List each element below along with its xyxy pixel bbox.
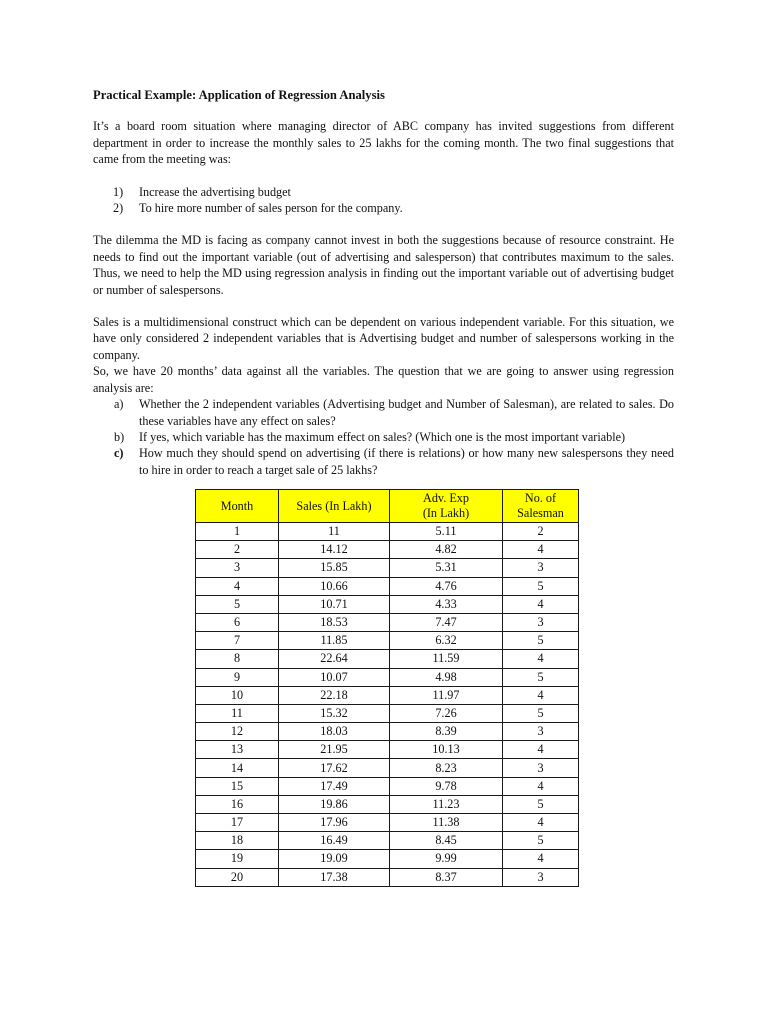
list-marker: c)	[114, 446, 124, 461]
cell-sales: 10.66	[279, 577, 390, 595]
list-item	[93, 200, 674, 216]
cell-month: 12	[196, 723, 279, 741]
cell-salesman: 5	[503, 832, 579, 850]
suggestions-list	[93, 184, 674, 217]
cell-month: 15	[196, 777, 279, 795]
table-row	[196, 577, 579, 595]
cell-month: 20	[196, 868, 279, 886]
cell-sales: 18.03	[279, 723, 390, 741]
table-row	[196, 668, 579, 686]
cell-adv-exp: 7.47	[390, 613, 503, 631]
cell-salesman: 4	[503, 850, 579, 868]
document-title: Practical Example: Application of Regression Analysis	[93, 88, 385, 102]
header-adv-exp: Adv. Exp (In Lakh)	[390, 490, 503, 523]
list-item-text: How much they should spend on advertising (if there is relations) or how many new salespersons they need to hire in order to reach a target sale of 25 lakhs?	[139, 446, 674, 477]
cell-adv-exp: 11.23	[390, 795, 503, 813]
cell-adv-exp: 11.59	[390, 650, 503, 668]
cell-sales: 15.85	[279, 559, 390, 577]
cell-salesman: 5	[503, 704, 579, 722]
table-row	[196, 741, 579, 759]
cell-month: 4	[196, 577, 279, 595]
table-row	[196, 832, 579, 850]
cell-month: 18	[196, 832, 279, 850]
list-item	[93, 184, 674, 200]
cell-month: 2	[196, 541, 279, 559]
list-marker: b)	[114, 429, 125, 444]
intro-paragraph: It’s a board room situation where managing director of ABC company has invited suggestions from different department in order to increase the monthly sales to 25 lakhs for the coming month. The two final suggestions that came from the meeting was:	[93, 119, 674, 167]
cell-sales: 14.12	[279, 541, 390, 559]
data-paragraph: So, we have 20 months’ data against all the variables. The question that we are going to answer using regression analysis are:	[93, 364, 674, 395]
table-row	[196, 868, 579, 886]
list-item	[93, 429, 674, 445]
sales-data-table	[195, 489, 579, 887]
cell-salesman: 4	[503, 686, 579, 704]
cell-month: 1	[196, 523, 279, 541]
header-month: Month	[196, 490, 279, 523]
cell-sales: 17.96	[279, 814, 390, 832]
table-row	[196, 613, 579, 631]
cell-adv-exp: 8.37	[390, 868, 503, 886]
cell-month: 17	[196, 814, 279, 832]
cell-month: 19	[196, 850, 279, 868]
cell-adv-exp: 5.31	[390, 559, 503, 577]
table-row	[196, 704, 579, 722]
cell-month: 5	[196, 595, 279, 613]
cell-salesman: 4	[503, 777, 579, 795]
cell-salesman: 3	[503, 759, 579, 777]
cell-month: 6	[196, 613, 279, 631]
cell-salesman: 4	[503, 541, 579, 559]
cell-adv-exp: 6.32	[390, 632, 503, 650]
dilemma-paragraph: The dilemma the MD is facing as company cannot invest in both the suggestions because of resource constraint. He needs to find out the important variable (out of advertising and salesperson) that contributes maximum to the sales. Thus, we need to help the MD using regression analysis in finding out the important variable out of advertising budget or number of salespersons.	[93, 233, 674, 297]
cell-adv-exp: 9.78	[390, 777, 503, 795]
cell-month: 8	[196, 650, 279, 668]
cell-adv-exp: 8.45	[390, 832, 503, 850]
cell-salesman: 5	[503, 668, 579, 686]
cell-adv-exp: 4.76	[390, 577, 503, 595]
document-body	[93, 87, 674, 478]
cell-adv-exp: 4.33	[390, 595, 503, 613]
table-header-row	[196, 490, 579, 523]
cell-salesman: 2	[503, 523, 579, 541]
cell-sales: 11	[279, 523, 390, 541]
cell-adv-exp: 11.97	[390, 686, 503, 704]
cell-sales: 19.09	[279, 850, 390, 868]
construct-paragraph: Sales is a multidimensional construct which can be dependent on various independent variable. For this situation, we have only considered 2 independent variables that is Advertising budget and number of salespersons working in the company.	[93, 315, 674, 362]
cell-adv-exp: 7.26	[390, 704, 503, 722]
cell-salesman: 4	[503, 650, 579, 668]
cell-sales: 15.32	[279, 704, 390, 722]
cell-salesman: 3	[503, 559, 579, 577]
cell-sales: 10.71	[279, 595, 390, 613]
cell-adv-exp: 11.38	[390, 814, 503, 832]
cell-month: 16	[196, 795, 279, 813]
cell-salesman: 3	[503, 868, 579, 886]
cell-month: 9	[196, 668, 279, 686]
cell-salesman: 4	[503, 595, 579, 613]
list-item-text: To hire more number of sales person for the company.	[139, 201, 403, 216]
cell-month: 14	[196, 759, 279, 777]
cell-salesman: 4	[503, 741, 579, 759]
table-row	[196, 595, 579, 613]
cell-adv-exp: 4.98	[390, 668, 503, 686]
cell-sales: 19.86	[279, 795, 390, 813]
cell-adv-exp: 5.11	[390, 523, 503, 541]
list-item-text: Increase the advertising budget	[139, 184, 291, 199]
cell-salesman: 3	[503, 613, 579, 631]
cell-month: 10	[196, 686, 279, 704]
table-row	[196, 632, 579, 650]
list-item	[93, 396, 674, 429]
table-row	[196, 850, 579, 868]
table-row	[196, 795, 579, 813]
list-marker: a)	[114, 397, 124, 412]
cell-salesman: 5	[503, 577, 579, 595]
cell-sales: 17.38	[279, 868, 390, 886]
table-row	[196, 814, 579, 832]
cell-month: 7	[196, 632, 279, 650]
cell-sales: 22.18	[279, 686, 390, 704]
cell-sales: 17.49	[279, 777, 390, 795]
cell-adv-exp: 8.23	[390, 759, 503, 777]
table-row	[196, 723, 579, 741]
header-salesman: No. of Salesman	[503, 490, 579, 523]
cell-salesman: 5	[503, 632, 579, 650]
cell-sales: 18.53	[279, 613, 390, 631]
cell-sales: 17.62	[279, 759, 390, 777]
header-sales: Sales (In Lakh)	[279, 490, 390, 523]
cell-sales: 10.07	[279, 668, 390, 686]
cell-sales: 21.95	[279, 741, 390, 759]
cell-adv-exp: 4.82	[390, 541, 503, 559]
cell-salesman: 4	[503, 814, 579, 832]
table-row	[196, 686, 579, 704]
questions-list	[93, 396, 674, 478]
cell-sales: 16.49	[279, 832, 390, 850]
table-row	[196, 523, 579, 541]
cell-salesman: 5	[503, 795, 579, 813]
table-row	[196, 759, 579, 777]
table-row	[196, 541, 579, 559]
cell-adv-exp: 9.99	[390, 850, 503, 868]
list-marker: 2)	[113, 201, 124, 216]
table-body	[196, 523, 579, 887]
cell-month: 3	[196, 559, 279, 577]
table-row	[196, 777, 579, 795]
list-marker: 1)	[113, 184, 124, 199]
list-item	[93, 445, 674, 478]
cell-month: 11	[196, 704, 279, 722]
cell-sales: 11.85	[279, 632, 390, 650]
spacer	[93, 216, 674, 232]
list-item-text: If yes, which variable has the maximum effect on sales? (Which one is the most important variable)	[139, 429, 626, 444]
cell-sales: 22.64	[279, 650, 390, 668]
list-item-text: Whether the 2 independent variables (Advertising budget and Number of Salesman), are related to sales. Do these variables have any effect on sales?	[139, 397, 674, 428]
spacer	[93, 298, 674, 314]
cell-adv-exp: 8.39	[390, 723, 503, 741]
cell-adv-exp: 10.13	[390, 741, 503, 759]
table-row	[196, 650, 579, 668]
cell-salesman: 3	[503, 723, 579, 741]
table-row	[196, 559, 579, 577]
spacer	[93, 168, 674, 184]
cell-month: 13	[196, 741, 279, 759]
